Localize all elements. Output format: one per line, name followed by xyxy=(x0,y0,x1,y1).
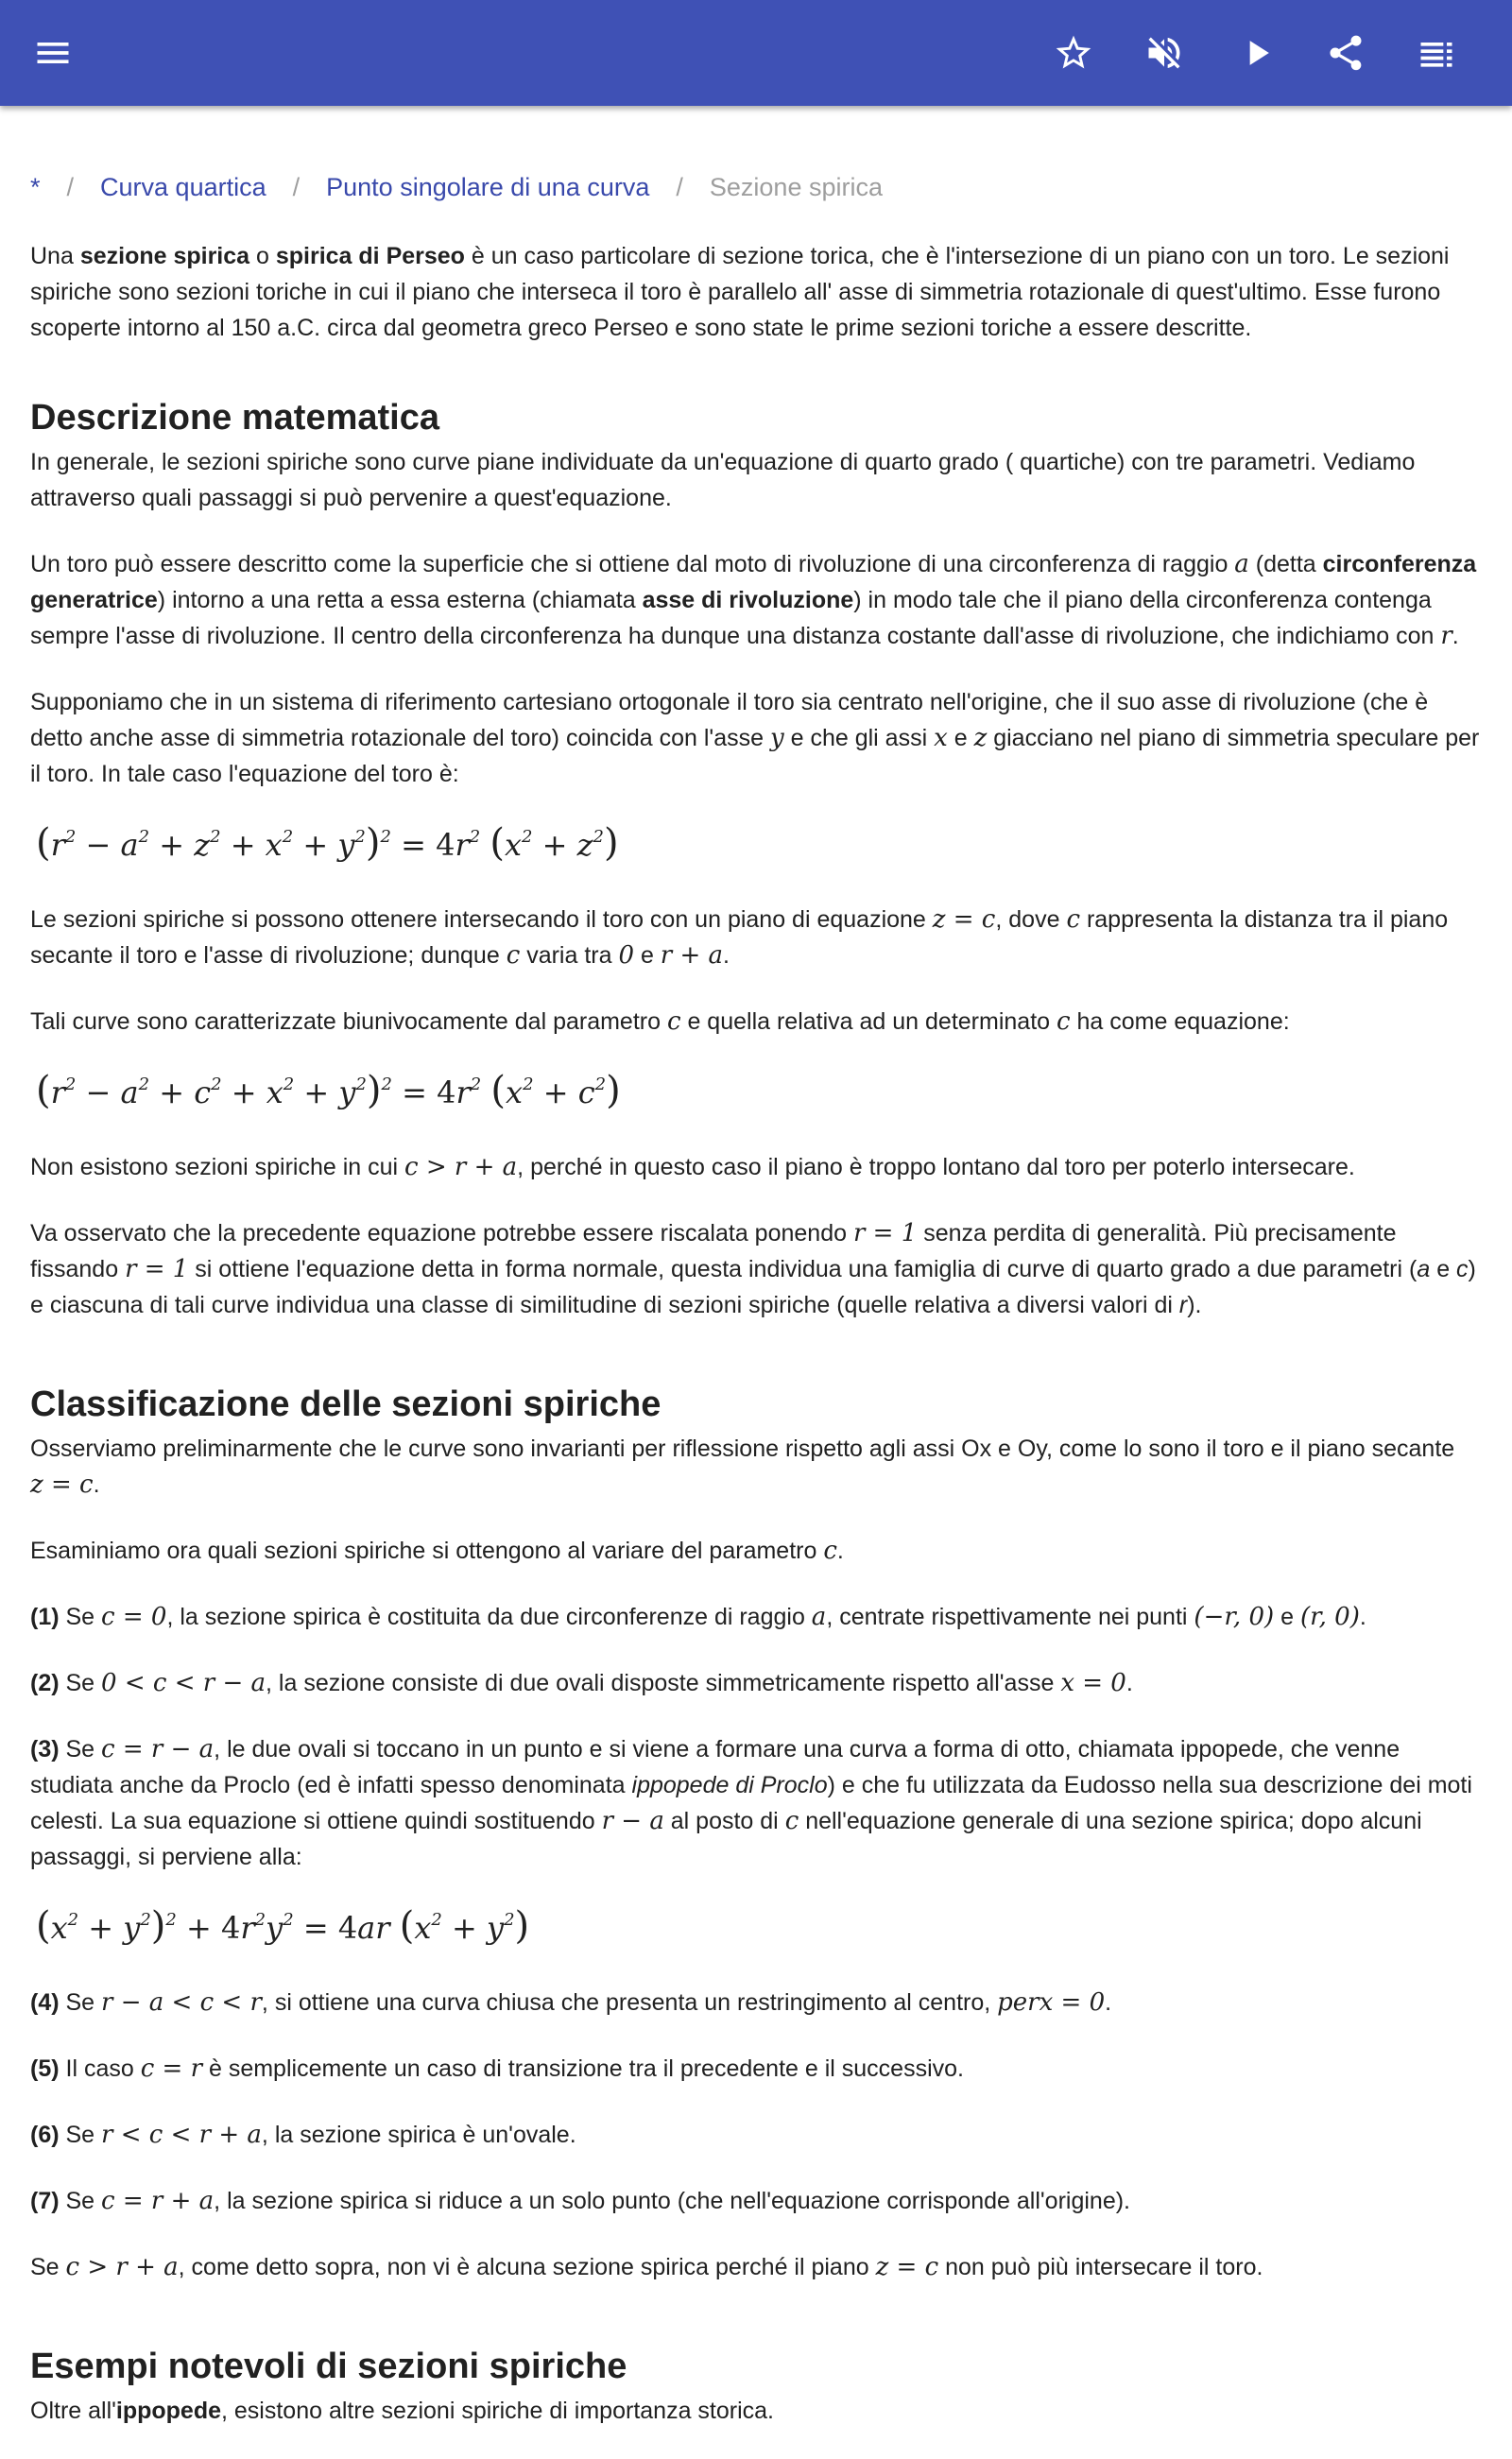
share-icon[interactable] xyxy=(1319,26,1372,79)
paragraph: Tali curve sono caratterizzate biunivocamente dal parametro c e quella relativa ad un determinato c ha come equazione: xyxy=(30,1007,1290,1036)
breadcrumb xyxy=(30,170,1482,204)
article-content xyxy=(30,170,1482,2459)
breadcrumb-separator: / xyxy=(676,173,683,201)
case-item-5: (5) Il caso c = r è semplicemente un caso di transizione tra il precedente e il successivo. xyxy=(30,2055,964,2083)
paragraph: Un toro può essere descritto come la superficie che si ottiene dal moto di rivoluzione di una circonferenza di raggio a (detta circonferenza generatrice) intorno a una retta a essa esterna (chiamata asse di rivoluzione) in modo tale che il piano della circonferenza contenga sempre l'asse di rivoluzione. Il centro della circonferenza ha dunque una distanza costante dall'asse di rivoluzione, che indichiamo con r. xyxy=(30,550,1477,650)
case-item-1: (1) Se c = 0, la sezione spirica è costituita da due circonferenze di raggio a, centrate rispettivamente nei punti (−r, 0) e (r, 0). xyxy=(30,1603,1366,1631)
paragraph: Le sezioni spiriche si possono ottenere intersecando il toro con un piano di equazione z = c, dove c rappresenta la distanza tra il piano secante il toro e l'asse di rivoluzione; dunque c varia tra 0 e r + a. xyxy=(30,905,1449,970)
breadcrumb-item-curva-quartica[interactable]: Curva quartica xyxy=(100,173,266,201)
equation-hippopede: $(x^2 + y^2)^2 + 4r^2y^2 = 4ar$ $(x^2 + y^2)$ xyxy=(36,1904,530,1948)
star-icon[interactable] xyxy=(1047,26,1100,79)
breadcrumb-current: Sezione spirica xyxy=(709,173,883,201)
app-bar xyxy=(0,0,1512,106)
paragraph: Supponiamo che in un sistema di riferimento cartesiano ortogonale il toro sia centrato nell'origine, che il suo asse di rivoluzione (che è detto anche asse di simmetria rotazionale del toro) coincida con l'asse y e che gli assi x e z giacciano nel piano di simmetria speculare per il toro. In tale caso l'equazione del toro è: xyxy=(30,689,1480,787)
paragraph: Va osservato che la precedente equazione potrebbe essere riscalata ponendo r = 1 senza perdita di generalità. Più precisamente fissando r = 1 si ottiene l'equazione detta in forma normale, questa individua una famiglia di curve di quarto grado a due parametri (a e c) e ciascuna di tali curve individua una classe di similitudine di sezioni spiriche (quelle relativa a diversi valori di r). xyxy=(30,1219,1476,1318)
case-item-6: (6) Se r < c < r + a, la sezione spirica è un'ovale. xyxy=(30,2121,576,2149)
section-heading-descrizione: Descrizione matematica xyxy=(30,398,439,438)
section-heading-classificazione: Classificazione delle sezioni spiriche xyxy=(30,1384,662,1424)
play-icon[interactable] xyxy=(1230,26,1283,79)
paragraph: Non esistono sezioni spiriche in cui c > r + a, perché in questo caso il piano è troppo lontano dal toro per poterlo intersecare. xyxy=(30,1153,1355,1181)
breadcrumb-item-punto-singolare[interactable]: Punto singolare di una curva xyxy=(326,173,650,201)
case-item-7: (7) Se c = r + a, la sezione spirica si riduce a un solo punto (che nell'equazione corrisponde all'origine). xyxy=(30,2187,1130,2215)
volume-off-icon[interactable] xyxy=(1138,26,1191,79)
case-item-4: (4) Se r − a < c < r, si ottiene una curva chiusa che presenta un restringimento al centro, perx = 0. xyxy=(30,1988,1112,2017)
equation-spiric: $(r^2 - a^2 + c^2 + x^2 + y^2)^2 = 4r^2$ $(x^2 + c^2)$ xyxy=(36,1069,621,1112)
paragraph: Osserviamo preliminarmente che le curve sono invarianti per riflessione rispetto agli assi Ox e Oy, come lo sono il toro e il piano secante z = c. xyxy=(30,1436,1455,1499)
paragraph: Oltre all'ippopede, esistono altre sezioni spiriche di importanza storica. xyxy=(30,2398,775,2424)
breadcrumb-home[interactable]: * xyxy=(30,173,41,201)
section-heading-esempi: Esempi notevoli di sezioni spiriche xyxy=(30,2347,627,2386)
breadcrumb-separator: / xyxy=(292,173,301,201)
playlist-icon[interactable] xyxy=(1410,26,1463,79)
paragraph: In generale, le sezioni spiriche sono curve piane individuate da un'equazione di quarto grado ( quartiche) con tre parametri. Vediamo attraverso quali passaggi si può pervenire a quest'equazione. xyxy=(30,449,1416,511)
case-item-3: (3) Se c = r − a, le due ovali si toccano in un punto e si viene a formare una curva a forma di otto, chiamata ippopede, che venne studiata anche da Proclo (ed è infatti spesso denominata ippopede di Proclo) e che fu utilizzata da Eudosso nella sua descrizione dei moti celesti. La sua equazione si ottiene quindi sostituendo r − a al posto di c nell'equazione generale di una sezione spirica; dopo alcuni passaggi, si perviene alla: xyxy=(30,1735,1472,1870)
paragraph: Esaminiamo ora quali sezioni spiriche si ottengono al variare del parametro c. xyxy=(30,1537,844,1565)
paragraph: Se c > r + a, come detto sopra, non vi è alcuna sezione spirica perché il piano z = c non può più intersecare il toro. xyxy=(30,2253,1263,2281)
intro-paragraph: Una sezione spirica o spirica di Perseo è un caso particolare di sezione torica, che è l'intersezione di un piano con un toro. Le sezioni spiriche sono sezioni toriche in cui il piano che interseca il toro è parallelo all' asse di simmetria rotazionale di quest'ultimo. Esse furono scoperte intorno al 150 a.C. circa dal geometra greco Perseo e sono state le prime sezioni toriche a essere descritte. xyxy=(30,243,1450,341)
case-item-2: (2) Se 0 < c < r − a, la sezione consiste di due ovali disposte simmetricamente rispetto all'asse x = 0. xyxy=(30,1669,1133,1697)
equation-torus: $(r^2 - a^2 + z^2 + x^2 + y^2)^2 = 4r^2$ $(x^2 + z^2)$ xyxy=(36,821,619,865)
menu-icon[interactable] xyxy=(26,26,79,79)
breadcrumb-separator: / xyxy=(66,173,75,201)
